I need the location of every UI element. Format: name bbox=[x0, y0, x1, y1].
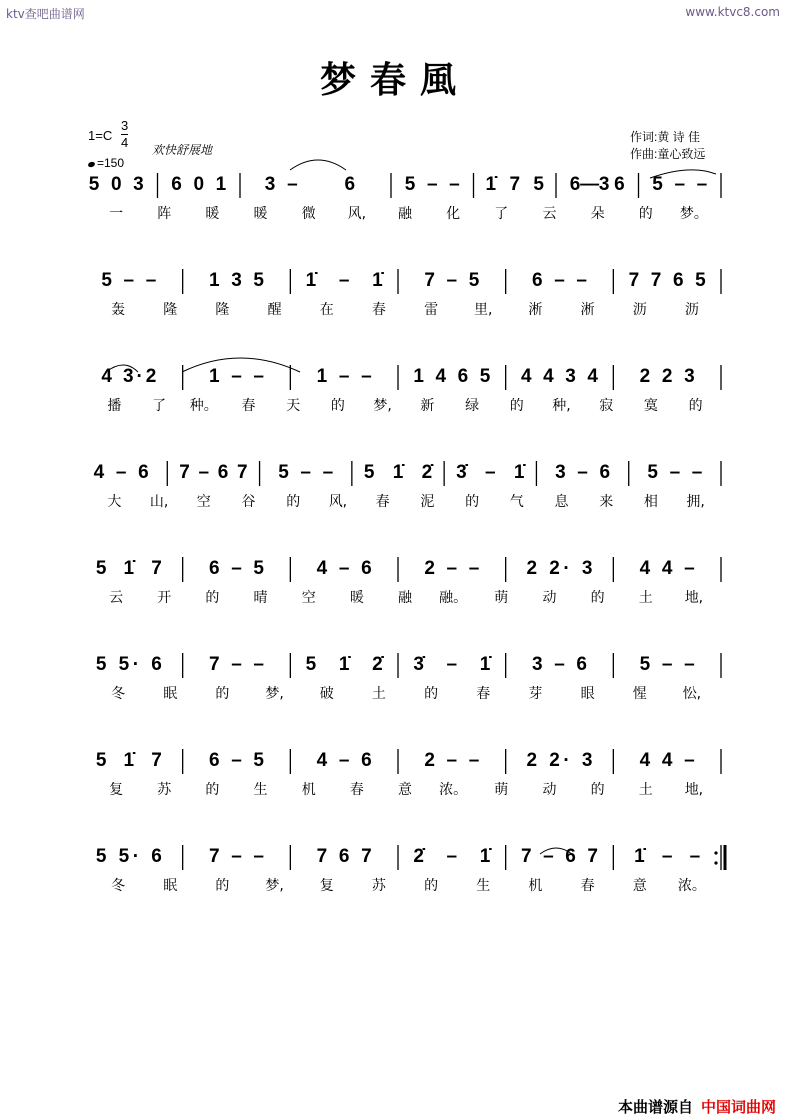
note-group: 5 – – bbox=[647, 462, 703, 483]
footer-source-site: 中国词曲网 bbox=[700, 1098, 776, 1116]
note-group: 4 4 3 4 bbox=[521, 366, 598, 387]
note-group: 6 – 5 bbox=[209, 558, 264, 579]
lyric-char: 的 bbox=[205, 590, 220, 606]
note-group: 4 – 6 bbox=[316, 750, 372, 771]
lyric-char: 冬 bbox=[111, 686, 126, 702]
lyric-char: 一 bbox=[109, 206, 124, 222]
note-group: 4 – 6 bbox=[93, 462, 149, 483]
lyric-char: 浓。 bbox=[439, 782, 468, 798]
lyric-char: 芽 bbox=[528, 686, 543, 702]
lyric-char: 阵 bbox=[157, 206, 172, 222]
note-group: 2 – – bbox=[424, 750, 480, 771]
key-signature: 1=C bbox=[88, 128, 113, 143]
lyric-char: 山, bbox=[149, 494, 169, 510]
lyric-char: 寂 bbox=[599, 398, 614, 414]
note-group: 5 5· 6 bbox=[95, 846, 162, 867]
note-group: 1 – – bbox=[316, 366, 372, 387]
note-group: 2 2 3 bbox=[639, 366, 695, 387]
lyric-char: 生 bbox=[476, 878, 491, 894]
note-group: 7 – – bbox=[209, 654, 264, 675]
lyric-char: 云 bbox=[109, 590, 124, 606]
note-group: 1 3 5 bbox=[209, 270, 264, 291]
lyric-char: 的 bbox=[465, 494, 480, 510]
repeat-dot bbox=[714, 851, 717, 854]
note-group: 5 – – bbox=[101, 270, 157, 291]
lyric-char: 惺 bbox=[632, 686, 647, 702]
lyric-char: 萌 bbox=[494, 590, 509, 606]
lyric-char: 机 bbox=[528, 878, 543, 894]
slur bbox=[290, 160, 346, 170]
lyric-char: 晴 bbox=[253, 590, 268, 606]
lyric-char: 融 bbox=[398, 590, 412, 606]
lyric-char: 眠 bbox=[163, 686, 178, 702]
note-group: 5 1̇ 2̇ bbox=[305, 654, 383, 675]
lyric-char: 朵 bbox=[590, 206, 605, 222]
lyric-char: 寞 bbox=[643, 398, 658, 414]
lyric-char: 的 bbox=[638, 206, 653, 222]
lyric-char: 春 bbox=[375, 494, 390, 510]
note-group: 2 2· 3 bbox=[526, 558, 593, 579]
lyric-char: 沥 bbox=[632, 302, 647, 318]
lyric-char: 融 bbox=[398, 206, 412, 222]
lyric-char: 了 bbox=[494, 206, 509, 222]
note-group: 3 – 6 bbox=[555, 462, 611, 483]
note-group: 6—3 6 bbox=[569, 174, 625, 195]
lyric-char: 空 bbox=[196, 494, 211, 510]
note-group: 6 bbox=[344, 174, 356, 195]
note-group: 5 – – bbox=[404, 174, 460, 195]
repeat-dot bbox=[714, 861, 717, 864]
note-group: 7 – 6 7 bbox=[521, 846, 598, 867]
note-group: 6 – 5 bbox=[209, 750, 264, 771]
expression-mark: 欢快舒展地 bbox=[152, 143, 213, 157]
note-group: 4 3·2 bbox=[101, 366, 157, 387]
lyric-char: 的 bbox=[215, 686, 230, 702]
note-group: 7 – 6 7 bbox=[179, 462, 248, 483]
lyric-char: 春 bbox=[580, 878, 595, 894]
lyric-char: 春 bbox=[371, 302, 386, 318]
lyric-char: 隆 bbox=[163, 302, 178, 318]
lyric-char: 微 bbox=[301, 206, 316, 222]
note-group: 5 0 3 bbox=[88, 174, 144, 195]
note-group: 7 7 6 5 bbox=[628, 270, 706, 291]
lyric-char: 泥 bbox=[420, 494, 435, 510]
lyric-char: 息 bbox=[554, 494, 569, 510]
lyric-char: 暖 bbox=[253, 206, 268, 222]
note-group: 5 – – bbox=[278, 462, 334, 483]
lyric-char: 的 bbox=[424, 686, 439, 702]
lyric-char: 风, bbox=[347, 206, 367, 222]
lyric-char: 萌 bbox=[494, 782, 509, 798]
note-group: 3̇ – 1̇ bbox=[456, 462, 525, 483]
lyric-char: 梦, bbox=[373, 398, 392, 414]
lyric-char: 暖 bbox=[349, 590, 364, 606]
lyric-char: 动 bbox=[542, 590, 557, 606]
lyric-char: 大 bbox=[107, 494, 122, 510]
lyric-char: 绿 bbox=[465, 398, 480, 414]
lyric-char: 谷 bbox=[241, 494, 256, 510]
note-group: 4 4 – bbox=[639, 558, 695, 579]
lyric-char: 春 bbox=[476, 686, 491, 702]
lyric-char: 春 bbox=[349, 782, 364, 798]
note-group: 6 0 1 bbox=[171, 174, 227, 195]
lyric-char: 在 bbox=[319, 302, 334, 318]
note-group: 4 – 6 bbox=[316, 558, 372, 579]
note-group: 1 4 6 5 bbox=[413, 366, 491, 387]
lyric-char: 的 bbox=[424, 878, 439, 894]
lyric-char: 眠 bbox=[163, 878, 178, 894]
lyric-char: 开 bbox=[157, 590, 172, 606]
lyric-char: 冬 bbox=[111, 878, 126, 894]
time-sig-bottom: 4 bbox=[121, 135, 129, 150]
tempo-value: =150 bbox=[97, 156, 125, 170]
watermark-left: ktv查吧曲谱网 bbox=[6, 7, 85, 21]
lyric-char: 的 bbox=[590, 590, 605, 606]
lyric-char: 来 bbox=[599, 494, 614, 510]
lyric-char: 忪, bbox=[682, 686, 702, 702]
lyric-char: 醒 bbox=[267, 302, 282, 318]
lyric-char: 的 bbox=[205, 782, 220, 798]
lyric-char: 动 bbox=[542, 782, 557, 798]
note-group: 7 6 7 bbox=[316, 846, 372, 867]
note-group: 1̇ – 1̇ bbox=[305, 270, 383, 291]
lyric-char: 播 bbox=[107, 398, 122, 414]
note-group: 3̇ – 1̇ bbox=[413, 654, 491, 675]
note-group: 2 – – bbox=[424, 558, 480, 579]
note-group: 7 – – bbox=[209, 846, 264, 867]
lyric-char: 天 bbox=[286, 398, 301, 414]
lyric-char: 种。 bbox=[189, 398, 218, 414]
note-group: 5 1̇ 7 bbox=[95, 750, 162, 771]
footer-source-label: 本曲谱源自 bbox=[617, 1098, 693, 1116]
lyric-char: 土 bbox=[371, 686, 386, 702]
note-group: 3 – bbox=[264, 174, 298, 195]
lyric-char: 暖 bbox=[205, 206, 220, 222]
lyric-char: 的 bbox=[688, 398, 703, 414]
lyric-char: 的 bbox=[590, 782, 605, 798]
note-group: 2 2· 3 bbox=[526, 750, 593, 771]
song-title: 梦春風 bbox=[319, 59, 470, 101]
lyric-char: 淅 bbox=[580, 302, 595, 318]
lyric-char: 梦, bbox=[265, 686, 284, 702]
note-group: 5 5· 6 bbox=[95, 654, 162, 675]
note-group: 4 4 – bbox=[639, 750, 695, 771]
lyric-char: 化 bbox=[446, 206, 461, 222]
lyric-char: 地, bbox=[684, 782, 704, 798]
lyric-char: 云 bbox=[542, 206, 557, 222]
lyric-char: 雷 bbox=[424, 302, 439, 318]
lyric-char: 梦。 bbox=[679, 206, 708, 222]
lyric-char: 相 bbox=[643, 494, 658, 510]
note-group: 6 – – bbox=[532, 270, 587, 291]
lyric-char: 的 bbox=[286, 494, 301, 510]
note-group: 5 1̇ 2̇ bbox=[363, 462, 433, 483]
lyric-char: 空 bbox=[301, 590, 316, 606]
footer-source bbox=[618, 1096, 776, 1117]
lyric-char: 隆 bbox=[215, 302, 230, 318]
lyric-char: 土 bbox=[638, 590, 653, 606]
lyric-char: 拥, bbox=[686, 494, 705, 510]
note-group: 1̇ 7 5 bbox=[485, 174, 544, 195]
lyric-char: 苏 bbox=[371, 878, 386, 894]
lyric-char: 融。 bbox=[439, 590, 468, 606]
lyric-char: 复 bbox=[319, 878, 334, 894]
note-group: 5 1̇ 7 bbox=[95, 558, 162, 579]
note-group: 3 – 6 bbox=[532, 654, 587, 675]
note-group: 1̇ – – bbox=[634, 846, 701, 867]
time-sig-top: 3 bbox=[121, 118, 129, 133]
note-group: 7 – 5 bbox=[424, 270, 480, 291]
composer-credit: 作曲:童心致远 bbox=[630, 147, 706, 161]
lyric-char: 种, bbox=[552, 398, 571, 414]
lyric-char: 的 bbox=[215, 878, 230, 894]
lyric-char: 眼 bbox=[580, 686, 595, 702]
lyric-char: 生 bbox=[253, 782, 268, 798]
lyric-char: 苏 bbox=[157, 782, 172, 798]
lyric-char: 意 bbox=[632, 878, 647, 894]
lyric-char: 复 bbox=[109, 782, 124, 798]
lyric-char: 土 bbox=[638, 782, 653, 798]
watermark-right: www.ktvc8.com bbox=[685, 5, 780, 19]
lyric-char: 气 bbox=[509, 494, 524, 510]
lyric-char: 机 bbox=[301, 782, 316, 798]
lyric-char: 新 bbox=[420, 398, 435, 414]
lyric-char: 沥 bbox=[684, 302, 699, 318]
lyric-char: 意 bbox=[398, 782, 412, 798]
lyric-char: 里, bbox=[474, 302, 493, 318]
note-group: 1 – – bbox=[209, 366, 264, 387]
lyricist-credit: 作词:黄 诗 佳 bbox=[630, 130, 701, 144]
note-group: 2̇ – 1̇ bbox=[413, 846, 491, 867]
lyric-char: 破 bbox=[319, 686, 334, 702]
lyric-char: 地, bbox=[684, 590, 704, 606]
lyric-char: 了 bbox=[152, 398, 167, 414]
lyric-char: 的 bbox=[509, 398, 524, 414]
note-group: 5 – – bbox=[639, 654, 695, 675]
lyric-char: 浓。 bbox=[677, 878, 706, 894]
lyric-char: 淅 bbox=[528, 302, 543, 318]
lyric-char: 的 bbox=[330, 398, 345, 414]
lyric-char: 风, bbox=[328, 494, 348, 510]
lyric-char: 春 bbox=[241, 398, 256, 414]
lyric-char: 梦, bbox=[265, 878, 284, 894]
lyric-char: 轰 bbox=[111, 302, 126, 318]
note-group: 5 – – bbox=[652, 174, 708, 195]
